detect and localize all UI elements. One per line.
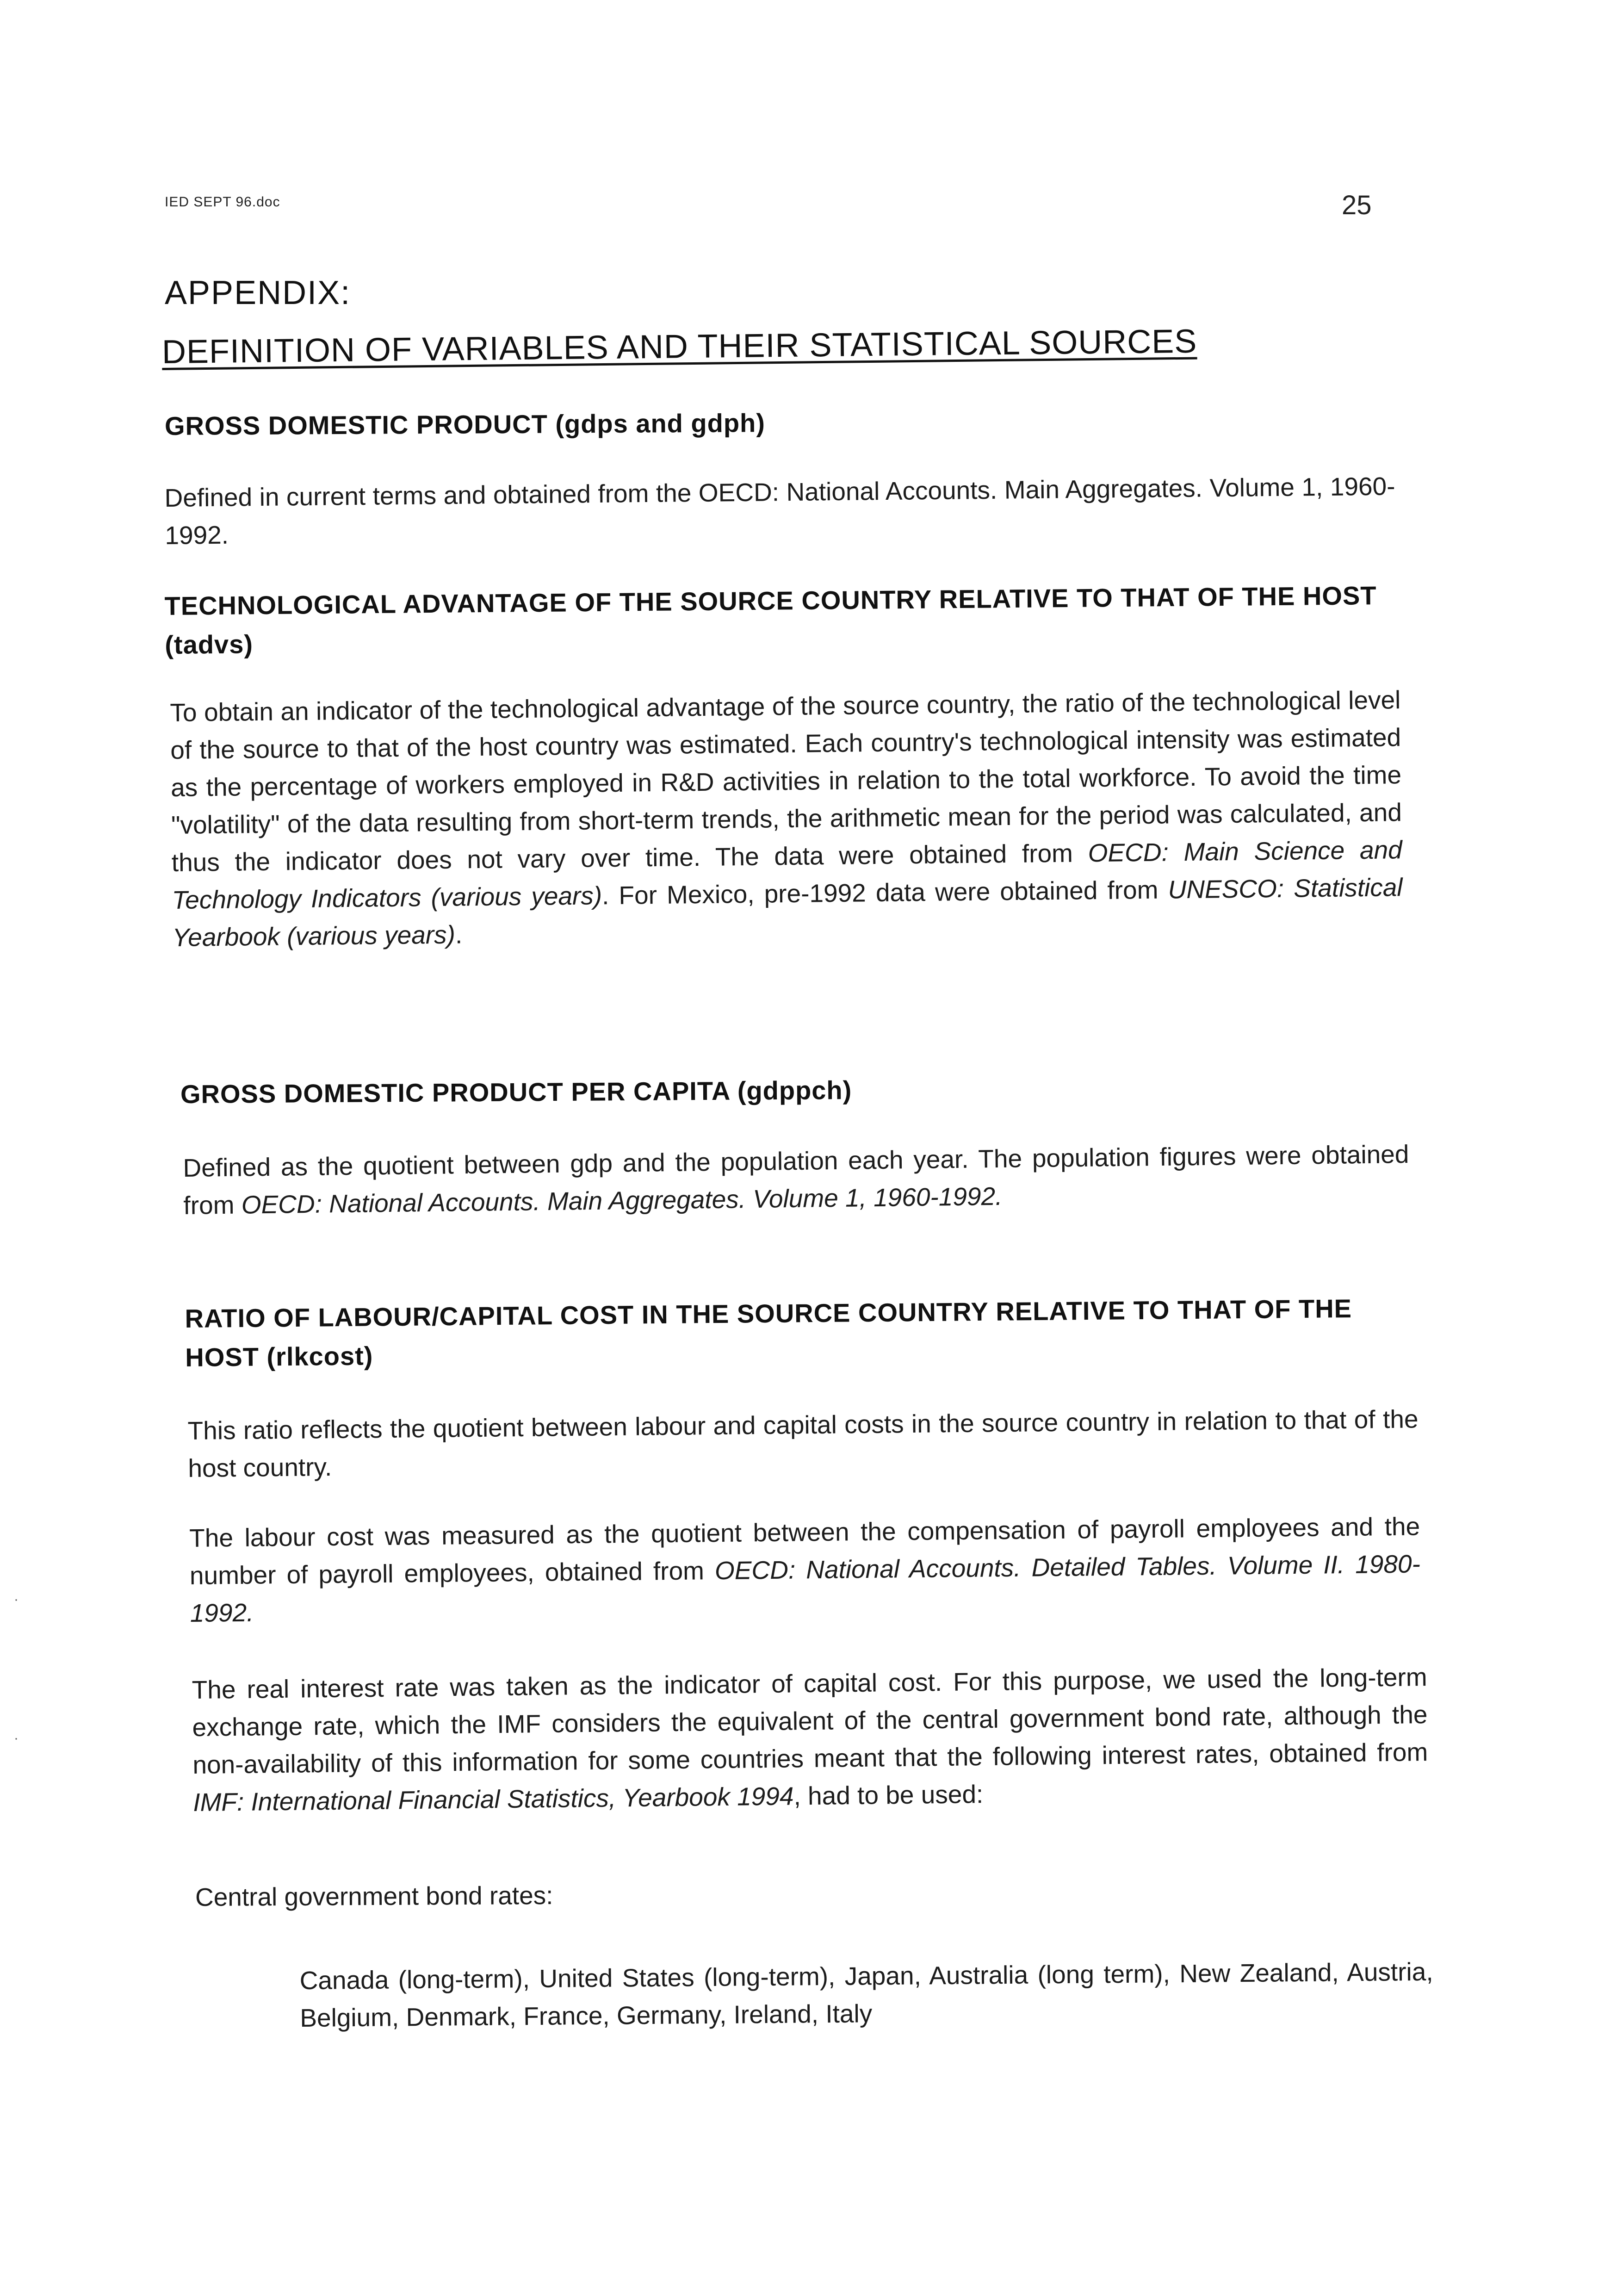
rlkcost-p3-text-2: , had to be used: <box>793 1780 984 1811</box>
bond-rates-heading: Central government bond rates: <box>195 1880 553 1911</box>
gdppch-source: OECD: National Accounts. Main Aggregates. Volume 1, 1960-1992. <box>241 1181 1003 1219</box>
tadvs-text-3: . <box>455 920 463 949</box>
tadvs-text-1: To obtain an indicator of the technological advantage of the source country, the ratio of the technological level of the source to that of the host country was estimated. Each country's technological intensity was estimated as the percentage of workers employed in R&D activities in relation to the total workforce. To avoid the time "volatility" of the data resulting from short-term trends, the arithmetic mean for the period was calculated, and thus the indicator does not vary over time. The data were obtained from <box>170 685 1402 877</box>
margin-scan-mark: · <box>14 1731 19 1746</box>
section-body-tadvs <box>170 681 1403 956</box>
tadvs-source-oecd: OECD: Main Science and Technology Indicators (various years) <box>172 835 1403 914</box>
rlkcost-paragraph-2 <box>189 1508 1421 1632</box>
section-heading-rlkcost: RATIO OF LABOUR/CAPITAL COST IN THE SOURCE COUNTRY RELATIVE TO THAT OF THE HOST (rlkcost) <box>185 1293 1352 1372</box>
rlkcost-paragraph-3 <box>192 1658 1428 1821</box>
section-heading-gdppch: GROSS DOMESTIC PRODUCT PER CAPITA (gdppch) <box>180 1075 852 1109</box>
tadvs-source-unesco: UNESCO: Statistical Yearbook (various years) <box>172 873 1403 952</box>
header-file-name: IED SEPT 96.doc <box>165 194 280 210</box>
page-number: 25 <box>1342 190 1372 220</box>
gdppch-text: Defined as the quotient between gdp and the population each year. The population figures were obtained from <box>183 1139 1409 1220</box>
section-heading-gdp: GROSS DOMESTIC PRODUCT (gdps and gdph) <box>164 408 766 441</box>
main-title <box>162 321 1328 371</box>
margin-scan-mark: · <box>14 1592 19 1607</box>
main-title-text: DEFINITION OF VARIABLES AND THEIR STATISTICAL SOURCES <box>161 323 1197 371</box>
section-heading-tadvs: TECHNOLOGICAL ADVANTAGE OF THE SOURCE COUNTRY RELATIVE TO THAT OF THE HOST (tadvs) <box>164 581 1377 659</box>
tadvs-text-2: . For Mexico, pre-1992 data were obtained from <box>601 875 1168 910</box>
bond-rates-countries: Canada (long-term), United States (long-term), Japan, Australia (long term), New Zealand, Austria, Belgium, Denmark, France, Germany, Ireland, Italy <box>299 1957 1433 2032</box>
rlkcost-p2-text: The labour cost was measured as the quotient between the compensation of payroll employees and the number of payroll employees, obtained from <box>189 1512 1420 1590</box>
rlkcost-p3-text-1: The real interest rate was taken as the indicator of capital cost. For this purpose, we used the long-term exchange rate, which the IMF considers the equivalent of the central government bond rate, although the non-availability of this information for some countries meant that the following interest rates, obtained from <box>192 1663 1428 1779</box>
rlkcost-paragraph-1: This ratio reflects the quotient between labour and capital costs in the source country in relation to that of the host country. <box>187 1404 1419 1483</box>
section-body-gdppch <box>183 1136 1410 1224</box>
appendix-title: APPENDIX: <box>165 274 351 311</box>
rlkcost-p2-source: OECD: National Accounts. Detailed Tables. Volume II. 1980-1992. <box>190 1549 1421 1627</box>
section-body-gdp: Defined in current terms and obtained from the OECD: National Accounts. Main Aggregates. Volume 1, 1960-1992. <box>164 472 1395 550</box>
rlkcost-p3-source: IMF: International Financial Statistics, Yearbook 1994 <box>192 1781 794 1817</box>
